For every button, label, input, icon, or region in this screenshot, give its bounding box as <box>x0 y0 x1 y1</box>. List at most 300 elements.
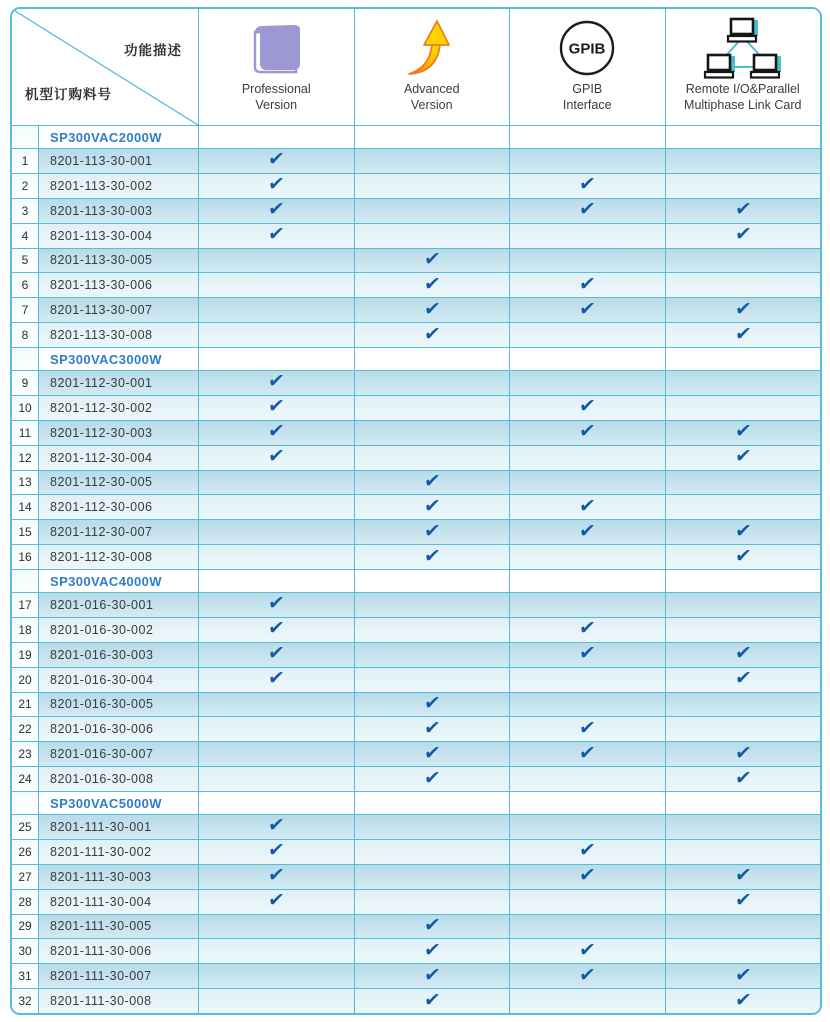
feature-cell <box>509 767 665 791</box>
table-row <box>12 445 820 470</box>
feature-cell <box>198 668 354 692</box>
check-icon: ✔ <box>578 642 597 665</box>
feature-cell <box>509 249 665 273</box>
feature-cell <box>198 371 354 395</box>
table-row <box>12 617 820 642</box>
check-icon: ✔ <box>267 370 286 393</box>
feature-cell <box>665 149 821 173</box>
table-row <box>12 173 820 198</box>
part-number-cell: 8201-112-30-008 <box>38 545 198 569</box>
row-number-cell: 11 <box>12 421 38 445</box>
feature-cell <box>509 545 665 569</box>
feature-cell <box>198 545 354 569</box>
part-number-cell: 8201-016-30-007 <box>38 742 198 766</box>
column-label: GPIB Interface <box>562 82 612 113</box>
feature-cell <box>665 618 821 642</box>
table-row <box>12 395 820 420</box>
part-number-cell: 8201-112-30-004 <box>38 446 198 470</box>
feature-cell <box>354 298 510 322</box>
feature-cell <box>509 593 665 617</box>
feature-cell <box>354 199 510 223</box>
table-row <box>12 814 820 839</box>
feature-cell <box>665 939 821 963</box>
feature-cell <box>665 495 821 519</box>
feature-cell <box>509 815 665 839</box>
check-icon: ✔ <box>422 297 442 320</box>
feature-cell <box>354 570 510 592</box>
part-number-cell: 8201-112-30-007 <box>38 520 198 544</box>
feature-cell <box>354 767 510 791</box>
part-number-cell: 8201-111-30-006 <box>38 939 198 963</box>
feature-cell <box>198 792 354 814</box>
feature-cell <box>665 371 821 395</box>
part-number-cell: 8201-111-30-005 <box>38 915 198 939</box>
check-icon: ✔ <box>578 420 597 443</box>
feature-cell <box>198 915 354 939</box>
feature-cell <box>509 989 665 1013</box>
feature-cell <box>198 939 354 963</box>
part-number-cell: 8201-112-30-006 <box>38 495 198 519</box>
feature-cell <box>198 323 354 347</box>
check-icon: ✔ <box>733 741 753 764</box>
feature-cell <box>354 618 510 642</box>
row-number-cell: 21 <box>12 693 38 717</box>
feature-cell <box>665 298 821 322</box>
feature-cell <box>509 693 665 717</box>
table-row <box>12 519 820 544</box>
feature-cell <box>198 989 354 1013</box>
feature-cell <box>354 224 510 248</box>
row-number-cell: 20 <box>12 668 38 692</box>
feature-cell <box>198 126 354 148</box>
feature-cell <box>665 865 821 889</box>
feature-cell <box>354 865 510 889</box>
feature-cell <box>665 323 821 347</box>
feature-cell <box>665 840 821 864</box>
table-body <box>12 125 820 1013</box>
feature-cell <box>665 570 821 592</box>
table-row <box>12 470 820 495</box>
feature-cell <box>509 446 665 470</box>
part-number-cell: 8201-113-30-002 <box>38 174 198 198</box>
feature-cell <box>665 668 821 692</box>
feature-cell <box>509 174 665 198</box>
feature-cell <box>665 890 821 914</box>
part-number-cell: 8201-016-30-003 <box>38 643 198 667</box>
part-number-cell: 8201-113-30-005 <box>38 249 198 273</box>
feature-cell <box>509 964 665 988</box>
part-number-cell: 8201-016-30-001 <box>38 593 198 617</box>
feature-cell <box>354 348 510 370</box>
feature-cell <box>198 249 354 273</box>
feature-cell <box>509 890 665 914</box>
feature-cell <box>509 643 665 667</box>
check-icon: ✔ <box>267 148 286 171</box>
check-icon: ✔ <box>422 938 442 961</box>
row-number-cell: 9 <box>12 371 38 395</box>
feature-cell <box>665 693 821 717</box>
feature-cell <box>509 668 665 692</box>
column-header-gpib <box>509 9 665 125</box>
feature-cell <box>509 273 665 297</box>
check-icon: ✔ <box>578 741 597 764</box>
feature-cell <box>509 618 665 642</box>
feature-cell <box>509 792 665 814</box>
feature-cell <box>354 939 510 963</box>
check-icon: ✔ <box>422 322 442 345</box>
check-icon: ✔ <box>267 420 286 443</box>
row-number-cell: 25 <box>12 815 38 839</box>
table-row <box>12 370 820 395</box>
check-icon: ✔ <box>422 988 442 1011</box>
check-icon: ✔ <box>267 395 286 418</box>
check-icon: ✔ <box>578 297 597 320</box>
feature-cell <box>665 742 821 766</box>
row-number-cell <box>12 348 38 370</box>
feature-cell <box>354 396 510 420</box>
table-row <box>12 692 820 717</box>
feature-cell <box>198 520 354 544</box>
feature-cell <box>354 126 510 148</box>
row-number-cell: 31 <box>12 964 38 988</box>
feature-cell <box>354 964 510 988</box>
table-row <box>12 642 820 667</box>
feature-cell <box>354 249 510 273</box>
feature-cell <box>354 643 510 667</box>
feature-cell <box>665 593 821 617</box>
column-label: Remote I/O&Parallel Multiphase Link Card <box>684 82 802 113</box>
model-name: SP300VAC2000W <box>38 126 198 148</box>
part-number-cell: 8201-111-30-008 <box>38 989 198 1013</box>
row-number-cell: 4 <box>12 224 38 248</box>
feature-cell <box>665 792 821 814</box>
feature-cell <box>509 199 665 223</box>
feature-cell <box>354 915 510 939</box>
row-number-cell: 2 <box>12 174 38 198</box>
feature-cell <box>198 618 354 642</box>
svg-text:GPIB: GPIB <box>568 40 606 58</box>
feature-cell <box>509 570 665 592</box>
table-row <box>12 741 820 766</box>
feature-cell <box>198 570 354 592</box>
check-icon: ✔ <box>578 864 597 887</box>
row-number-cell <box>12 570 38 592</box>
row-number-cell: 17 <box>12 593 38 617</box>
diagonal-divider-line <box>12 9 198 125</box>
feature-cell <box>354 815 510 839</box>
feature-cell <box>198 298 354 322</box>
group-header-row <box>12 347 820 370</box>
column-header-remote <box>665 9 821 125</box>
check-icon: ✔ <box>733 889 753 912</box>
row-number-cell: 28 <box>12 890 38 914</box>
feature-cell <box>509 323 665 347</box>
feature-cell <box>665 174 821 198</box>
part-number-cell: 8201-113-30-007 <box>38 298 198 322</box>
row-number-cell: 19 <box>12 643 38 667</box>
feature-cell <box>354 371 510 395</box>
feature-cell <box>509 865 665 889</box>
check-icon: ✔ <box>422 544 442 567</box>
feature-cell <box>198 224 354 248</box>
feature-cell <box>665 199 821 223</box>
row-number-cell: 23 <box>12 742 38 766</box>
check-icon: ✔ <box>578 617 597 640</box>
check-icon: ✔ <box>422 766 442 789</box>
row-number-cell: 1 <box>12 149 38 173</box>
feature-cell <box>665 643 821 667</box>
row-number-cell: 29 <box>12 915 38 939</box>
check-icon: ✔ <box>733 223 753 246</box>
table-row <box>12 420 820 445</box>
feature-cell <box>665 520 821 544</box>
check-icon: ✔ <box>422 963 442 986</box>
check-icon: ✔ <box>733 544 753 567</box>
feature-cell <box>665 273 821 297</box>
row-number-cell: 18 <box>12 618 38 642</box>
check-icon: ✔ <box>422 716 442 739</box>
ordering-matrix-table <box>10 7 822 1015</box>
feature-cell <box>509 520 665 544</box>
table-row <box>12 914 820 939</box>
part-number-cell: 8201-113-30-008 <box>38 323 198 347</box>
feature-cell <box>509 717 665 741</box>
feature-cell <box>509 421 665 445</box>
feature-cell <box>198 348 354 370</box>
table-row <box>12 963 820 988</box>
feature-cell <box>198 199 354 223</box>
feature-cell <box>665 249 821 273</box>
feature-cell <box>198 890 354 914</box>
network-icon <box>697 15 789 81</box>
function-description-label: 功能描述 <box>124 43 182 58</box>
feature-cell <box>198 815 354 839</box>
check-icon: ✔ <box>578 839 597 862</box>
model-part-number-label: 机型订购料号 <box>25 87 112 102</box>
row-number-cell: 10 <box>12 396 38 420</box>
table-row <box>12 544 820 569</box>
table-row <box>12 592 820 617</box>
check-icon: ✔ <box>267 592 286 615</box>
feature-cell <box>509 915 665 939</box>
check-icon: ✔ <box>733 297 753 320</box>
check-icon: ✔ <box>422 469 442 492</box>
check-icon: ✔ <box>578 519 597 542</box>
feature-cell <box>198 693 354 717</box>
check-icon: ✔ <box>733 322 753 345</box>
part-number-cell: 8201-113-30-006 <box>38 273 198 297</box>
check-icon: ✔ <box>578 395 597 418</box>
book-icon <box>247 15 305 81</box>
feature-cell <box>198 495 354 519</box>
model-name: SP300VAC5000W <box>38 792 198 814</box>
part-number-cell: 8201-112-30-001 <box>38 371 198 395</box>
table-row <box>12 864 820 889</box>
part-number-cell: 8201-016-30-006 <box>38 717 198 741</box>
check-icon: ✔ <box>267 814 286 837</box>
check-icon: ✔ <box>733 445 753 468</box>
check-icon: ✔ <box>267 667 286 690</box>
feature-cell <box>198 471 354 495</box>
feature-cell <box>198 742 354 766</box>
check-icon: ✔ <box>267 642 286 665</box>
growth-arrow-icon <box>404 15 460 81</box>
part-number-cell: 8201-113-30-004 <box>38 224 198 248</box>
column-header-professional <box>198 9 354 125</box>
feature-cell <box>509 396 665 420</box>
part-number-cell: 8201-016-30-002 <box>38 618 198 642</box>
check-icon: ✔ <box>267 198 286 221</box>
feature-cell <box>509 348 665 370</box>
table-row <box>12 667 820 692</box>
feature-cell <box>198 767 354 791</box>
check-icon: ✔ <box>733 667 753 690</box>
check-icon: ✔ <box>267 617 286 640</box>
check-icon: ✔ <box>733 420 753 443</box>
feature-cell <box>354 792 510 814</box>
row-number-cell: 3 <box>12 199 38 223</box>
feature-cell <box>354 273 510 297</box>
table-row <box>12 297 820 322</box>
feature-cell <box>198 717 354 741</box>
part-number-cell: 8201-111-30-007 <box>38 964 198 988</box>
table-row <box>12 248 820 273</box>
check-icon: ✔ <box>267 223 286 246</box>
diagonal-header-cell <box>12 9 198 125</box>
feature-cell <box>354 742 510 766</box>
row-number-cell: 30 <box>12 939 38 963</box>
part-number-cell: 8201-111-30-004 <box>38 890 198 914</box>
row-number-cell: 7 <box>12 298 38 322</box>
row-number-cell: 32 <box>12 989 38 1013</box>
table-header <box>12 9 820 125</box>
part-number-cell: 8201-016-30-004 <box>38 668 198 692</box>
check-icon: ✔ <box>267 864 286 887</box>
table-row <box>12 766 820 791</box>
check-icon: ✔ <box>733 198 753 221</box>
feature-cell <box>509 471 665 495</box>
feature-cell <box>354 840 510 864</box>
feature-cell <box>665 815 821 839</box>
check-icon: ✔ <box>422 247 442 270</box>
check-icon: ✔ <box>578 938 597 961</box>
feature-cell <box>354 471 510 495</box>
feature-cell <box>665 421 821 445</box>
feature-cell <box>198 273 354 297</box>
row-number-cell <box>12 792 38 814</box>
group-header-row <box>12 125 820 148</box>
check-icon: ✔ <box>733 963 753 986</box>
feature-cell <box>509 939 665 963</box>
check-icon: ✔ <box>422 494 442 517</box>
check-icon: ✔ <box>422 913 442 936</box>
feature-cell <box>354 545 510 569</box>
feature-cell <box>354 989 510 1013</box>
feature-cell <box>665 396 821 420</box>
check-icon: ✔ <box>422 741 442 764</box>
table-row <box>12 716 820 741</box>
feature-cell <box>354 421 510 445</box>
table-row <box>12 839 820 864</box>
part-number-cell: 8201-113-30-001 <box>38 149 198 173</box>
part-number-cell: 8201-112-30-002 <box>38 396 198 420</box>
row-number-cell: 26 <box>12 840 38 864</box>
feature-cell <box>354 668 510 692</box>
check-icon: ✔ <box>733 864 753 887</box>
model-name: SP300VAC4000W <box>38 570 198 592</box>
row-number-cell: 22 <box>12 717 38 741</box>
check-icon: ✔ <box>267 173 286 196</box>
feature-cell <box>198 446 354 470</box>
part-number-cell: 8201-111-30-002 <box>38 840 198 864</box>
feature-cell <box>509 371 665 395</box>
check-icon: ✔ <box>267 445 286 468</box>
row-number-cell: 13 <box>12 471 38 495</box>
check-icon: ✔ <box>733 766 753 789</box>
check-icon: ✔ <box>422 519 442 542</box>
check-icon: ✔ <box>733 988 753 1011</box>
feature-cell <box>665 348 821 370</box>
group-header-row <box>12 791 820 814</box>
feature-cell <box>354 693 510 717</box>
part-number-cell: 8201-111-30-003 <box>38 865 198 889</box>
feature-cell <box>509 742 665 766</box>
feature-cell <box>665 545 821 569</box>
part-number-cell: 8201-112-30-005 <box>38 471 198 495</box>
feature-cell <box>198 396 354 420</box>
part-number-cell: 8201-112-30-003 <box>38 421 198 445</box>
feature-cell <box>665 964 821 988</box>
table-row <box>12 223 820 248</box>
row-number-cell: 24 <box>12 767 38 791</box>
row-number-cell: 27 <box>12 865 38 889</box>
column-header-advanced <box>354 9 510 125</box>
part-number-cell: 8201-111-30-001 <box>38 815 198 839</box>
feature-cell <box>665 767 821 791</box>
feature-cell <box>665 224 821 248</box>
feature-cell <box>509 840 665 864</box>
part-number-cell: 8201-016-30-008 <box>38 767 198 791</box>
check-icon: ✔ <box>733 642 753 665</box>
feature-cell <box>198 593 354 617</box>
row-number-cell: 14 <box>12 495 38 519</box>
check-icon: ✔ <box>578 494 597 517</box>
feature-cell <box>198 149 354 173</box>
feature-cell <box>354 174 510 198</box>
table-row <box>12 322 820 347</box>
table-row <box>12 148 820 173</box>
feature-cell <box>509 126 665 148</box>
feature-cell <box>354 446 510 470</box>
feature-cell <box>198 174 354 198</box>
check-icon: ✔ <box>578 198 597 221</box>
feature-cell <box>509 224 665 248</box>
feature-cell <box>354 593 510 617</box>
feature-cell <box>509 495 665 519</box>
check-icon: ✔ <box>578 963 597 986</box>
feature-cell <box>665 446 821 470</box>
table-row <box>12 938 820 963</box>
feature-cell <box>198 421 354 445</box>
feature-cell <box>198 964 354 988</box>
feature-cell <box>509 298 665 322</box>
row-number-cell: 5 <box>12 249 38 273</box>
row-number-cell: 6 <box>12 273 38 297</box>
check-icon: ✔ <box>578 173 597 196</box>
check-icon: ✔ <box>578 272 597 295</box>
check-icon: ✔ <box>267 839 286 862</box>
row-number-cell <box>12 126 38 148</box>
